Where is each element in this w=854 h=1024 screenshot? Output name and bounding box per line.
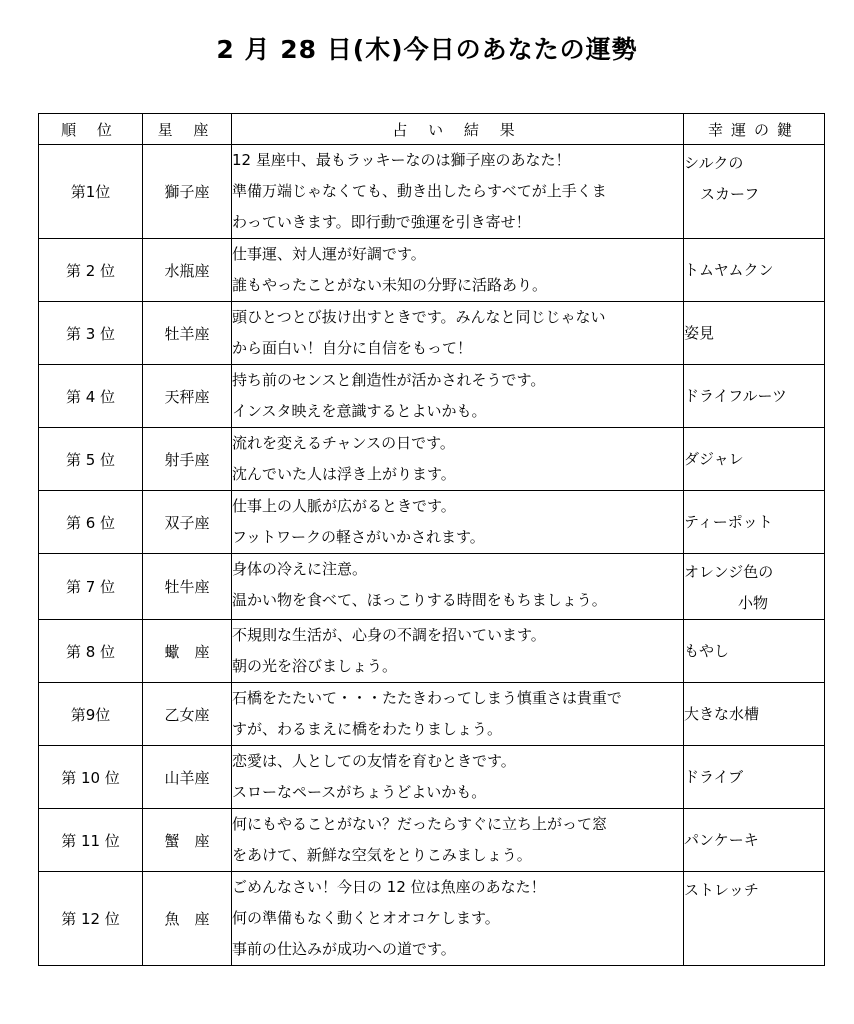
sign-cell: 獅子座 [143,145,232,239]
table-row [39,239,825,302]
lucky-line: 小物 [738,594,769,612]
lucky-cell [684,239,825,302]
rank-cell: 第 4 位 [39,365,143,428]
result-cell [232,428,684,491]
sign-cell: 乙女座 [143,683,232,746]
lucky-cell [684,428,825,491]
table-row [39,872,825,966]
result-line: 身体の冷えに注意。 [232,560,368,578]
result-line: をあけて、新鮮な空気をとりこみましょう。 [232,846,532,864]
result-line: フットワークの軽さがいかされます。 [232,528,485,546]
result-cell [232,365,684,428]
table-row [39,809,825,872]
result-line: スローなペースがちょうどよいかも。 [232,783,487,801]
result-cell [232,145,684,239]
lucky-line: トムヤムクン [684,260,774,279]
result-line: 流れを変えるチャンスの日です。 [232,434,455,452]
rank-cell: 第 5 位 [39,428,143,491]
result-line: 誰もやったことがない未知の分野に活路あり。 [232,276,548,294]
header-result: 占 い 結 果 [232,114,684,145]
table-header-row [39,114,825,145]
sign-cell: 牡羊座 [143,302,232,365]
rank-cell: 第1位 [39,145,143,239]
result-line: 何にもやることがない？だったらすぐに立ち上がって窓 [232,815,608,833]
lucky-line: スカーフ [700,185,760,203]
rank-cell: 第 2 位 [39,239,143,302]
fortune-table [38,113,825,966]
rank-cell: 第9位 [39,683,143,746]
result-cell [232,491,684,554]
result-line: 頭ひとつとび抜け出すときです。みんなと同じじゃない [232,308,606,326]
result-line: 仕事運、対人運が好調です。 [232,245,426,263]
result-line: 沈んでいた人は浮き上がります。 [232,465,456,483]
lucky-cell [684,554,825,620]
lucky-cell [684,302,825,365]
result-line: 準備万端じゃなくても、動き出したらすべてが上手くま [232,182,607,200]
lucky-line: ドライブ [684,767,744,786]
table-row [39,554,825,620]
table-row [39,620,825,683]
rank-cell: 第 6 位 [39,491,143,554]
result-cell [232,872,684,966]
lucky-cell [684,365,825,428]
sign-cell: 射手座 [143,428,232,491]
table-row [39,145,825,239]
table-row [39,428,825,491]
result-line: 12 星座中、最もラッキーなのは獅子座のあなた！ [232,151,571,169]
rank-cell: 第 12 位 [39,872,143,966]
sign-cell: 牡牛座 [143,554,232,620]
result-cell [232,683,684,746]
lucky-line: パンケーキ [684,830,759,849]
result-cell [232,620,684,683]
result-cell [232,809,684,872]
header-sign: 星 座 [143,114,232,145]
header-rank: 順 位 [39,114,143,145]
result-cell [232,554,684,620]
rank-cell: 第 10 位 [39,746,143,809]
result-line: わっていきます。即行動で強運を引き寄せ！ [232,213,531,231]
table-row [39,746,825,809]
result-cell [232,746,684,809]
result-line: ごめんなさい！今日の 12 位は魚座のあなた！ [232,878,546,896]
result-line: 不規則な生活が、心身の不調を招いています。 [232,626,546,644]
result-line: 温かい物を食べて、ほっこりする時間をもちましょう。 [232,591,607,609]
lucky-line: ダジャレ [684,449,744,468]
lucky-line: オレンジ色の [684,563,774,581]
result-line: インスタ映えを意識するとよいかも。 [232,402,487,420]
lucky-cell [684,872,825,966]
lucky-cell [684,145,825,239]
sign-cell: 水瓶座 [143,239,232,302]
table-row [39,491,825,554]
sign-cell: 魚 座 [143,872,232,966]
lucky-line: ティーポット [684,512,773,531]
lucky-cell [684,683,825,746]
page-title: 2 月 28 日(木)今日のあなたの運勢 [216,35,638,64]
result-line: 恋愛は、人としての友情を育むときです。 [232,752,516,770]
result-line: 事前の仕込みが成功への道です。 [232,940,456,958]
sign-cell: 双子座 [143,491,232,554]
lucky-line: シルクの [684,154,744,172]
lucky-line: 大きな水槽 [684,704,760,723]
table-row [39,683,825,746]
lucky-cell [684,491,825,554]
rank-cell: 第 11 位 [39,809,143,872]
result-line: 仕事上の人脈が広がるときです。 [232,497,456,515]
result-cell [232,302,684,365]
lucky-line: ストレッチ [684,881,759,899]
rank-cell: 第 8 位 [39,620,143,683]
result-line: 朝の光を浴びましょう。 [232,657,398,675]
lucky-cell [684,746,825,809]
result-line: すが、わるまえに橋をわたりましょう。 [232,720,503,738]
rank-cell: 第 7 位 [39,554,143,620]
sign-cell: 天秤座 [143,365,232,428]
result-line: 石橋をたたいて・・・たたきわってしまう慎重さは貴重で [232,689,622,707]
lucky-line: ドライフルーツ [684,386,787,405]
sign-cell: 蟹 座 [143,809,232,872]
table-row [39,365,825,428]
lucky-cell [684,809,825,872]
lucky-line: もやし [684,641,730,660]
result-line: 持ち前のセンスと創造性が活かされそうです。 [232,371,546,389]
lucky-line: 姿見 [684,323,715,342]
header-lucky-key: 幸運の鍵 [684,114,825,145]
result-line: 何の準備もなく動くとオオコケします。 [232,909,500,927]
sign-cell: 蠍 座 [143,620,232,683]
result-cell [232,239,684,302]
sign-cell: 山羊座 [143,746,232,809]
rank-cell: 第 3 位 [39,302,143,365]
table-row [39,302,825,365]
lucky-cell [684,620,825,683]
result-line: から面白い！自分に自信をもって！ [232,339,473,357]
